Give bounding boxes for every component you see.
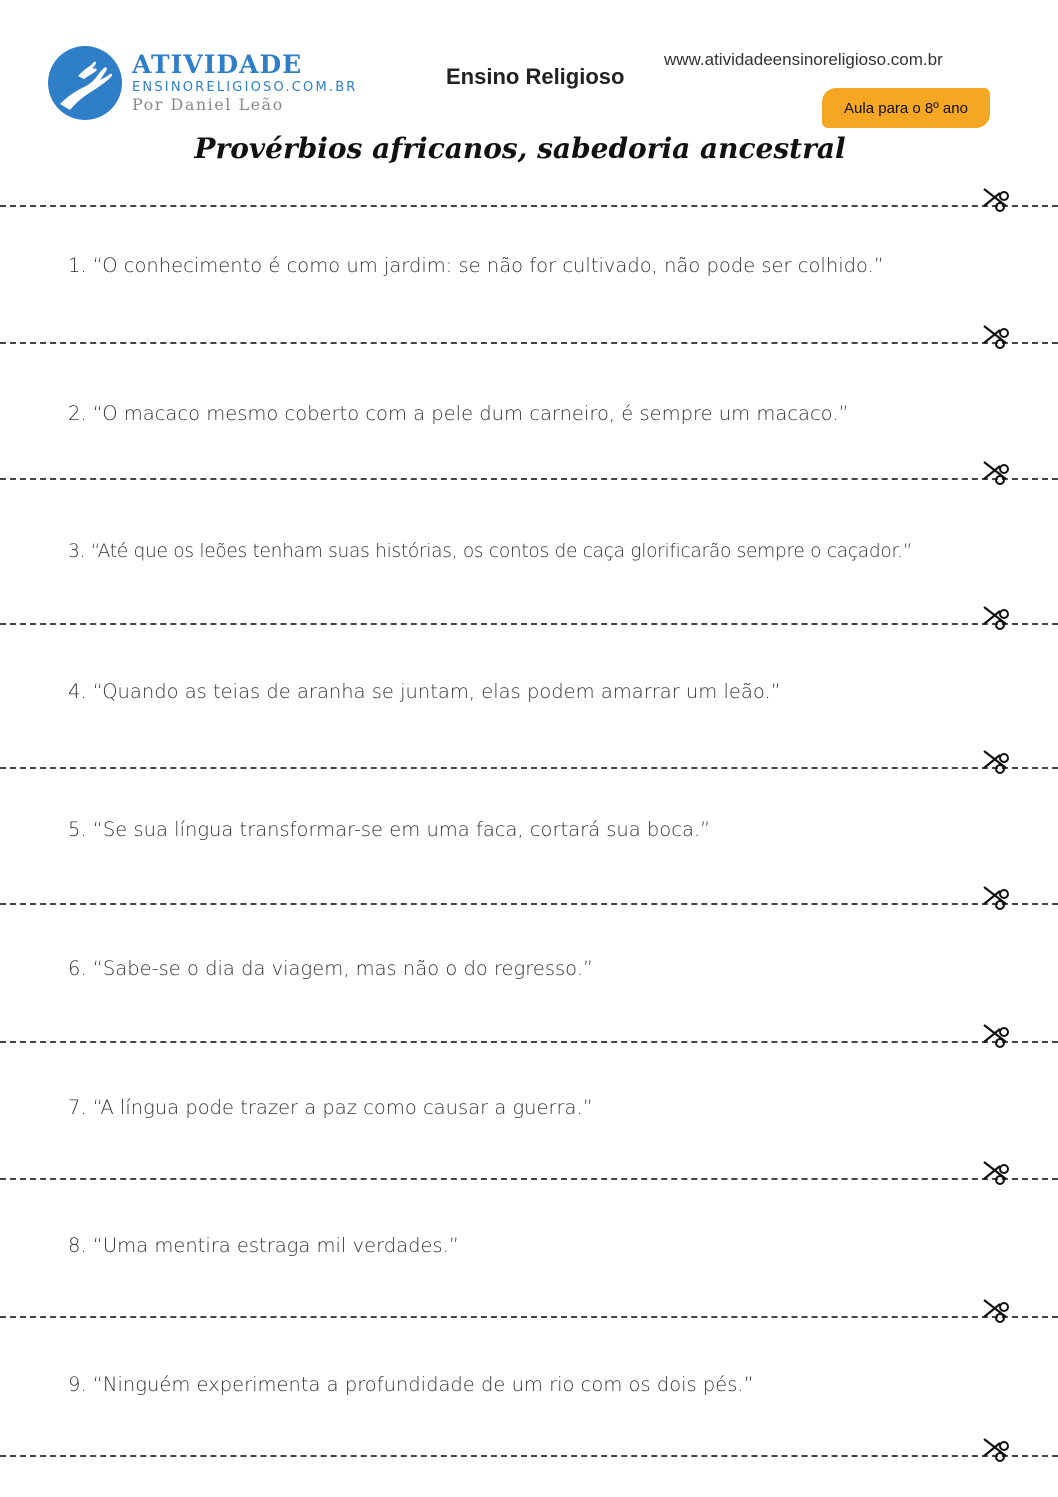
scissors-icon <box>978 1297 1012 1323</box>
scissors-icon <box>978 604 1012 630</box>
scissors-icon <box>978 1022 1012 1048</box>
proverb-6: 6. “Sabe-se o dia da viagem, mas não o do regresso.” <box>68 957 594 980</box>
cut-line <box>0 623 1058 625</box>
grade-badge: Aula para o 8º ano <box>822 88 990 128</box>
cut-line <box>0 1178 1058 1180</box>
helping-hands-icon <box>48 46 122 120</box>
logo-title: ATIVIDADE <box>132 50 303 79</box>
scissors-icon <box>978 1159 1012 1185</box>
page-title: Provérbios africanos, sabedoria ancestral <box>194 132 846 165</box>
website-link[interactable]: www.atividadeensinoreligioso.com.br <box>664 50 943 69</box>
cut-line <box>0 1041 1058 1043</box>
logo-subtitle: ENSINORELIGIOSO.COM.BR <box>132 80 358 95</box>
cut-line <box>0 1316 1058 1318</box>
proverb-3: 3. “Até que os leões tenham suas histórias, os contos de caça glorificarão sempre o caçador.” <box>68 541 913 562</box>
scissors-icon <box>978 186 1012 212</box>
proverb-2: 2. “O macaco mesmo coberto com a pele dum carneiro, é sempre um macaco.” <box>68 402 849 425</box>
cut-line <box>0 478 1058 480</box>
cut-line <box>0 1455 1058 1457</box>
cut-line <box>0 205 1058 207</box>
scissors-icon <box>978 1436 1012 1462</box>
proverb-8: 8. “Uma mentira estraga mil verdades.” <box>68 1234 459 1257</box>
subject-label: Ensino Religioso <box>446 64 625 89</box>
scissors-icon <box>978 459 1012 485</box>
proverb-9: 9. “Ninguém experimenta a profundidade de um rio com os dois pés.” <box>68 1373 754 1396</box>
cut-line <box>0 342 1058 344</box>
proverb-4: 4. “Quando as teias de aranha se juntam, elas podem amarrar um leão.” <box>68 680 781 703</box>
logo-author: Por Daniel Leão <box>132 95 284 114</box>
proverb-5: 5. “Se sua língua transformar-se em uma faca, cortará sua boca.” <box>68 818 711 841</box>
cut-line <box>0 903 1058 905</box>
logo <box>48 44 378 124</box>
scissors-icon <box>978 323 1012 349</box>
scissors-icon <box>978 884 1012 910</box>
cut-line <box>0 767 1058 769</box>
proverb-1: 1. “O conhecimento é como um jardim: se não for cultivado, não pode ser colhido.” <box>68 254 884 277</box>
proverb-7: 7. “A língua pode trazer a paz como causar a guerra.” <box>68 1096 593 1119</box>
scissors-icon <box>978 748 1012 774</box>
